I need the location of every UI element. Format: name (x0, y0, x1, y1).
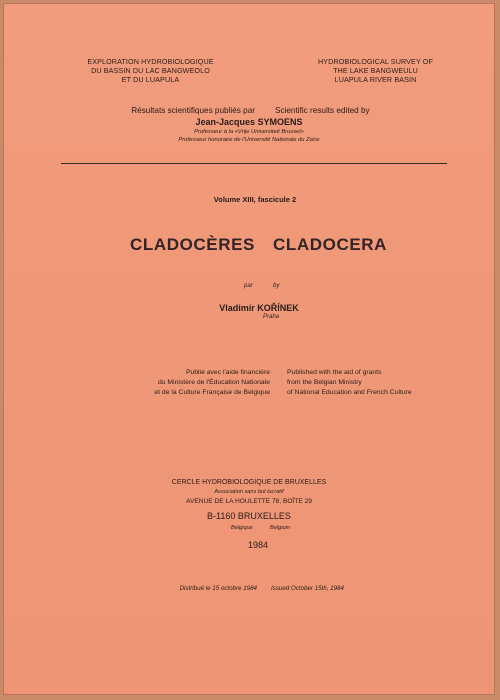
editor-label-en: Scientific results edited by (275, 106, 370, 115)
publisher-address: AVENUE DE LA HOULETTE 78, BOÎTE 29 (186, 498, 312, 505)
publisher-country-en: Belgium (270, 525, 291, 531)
header-right-line-2: THE LAKE BANGWEULU (333, 66, 418, 75)
editor-label-fr: Résultats scientifiques publiés par (131, 106, 255, 115)
header-right-block (303, 57, 448, 84)
header-left-block (78, 57, 223, 84)
distribution-fr: Distribué le 15 octobre 1984 (179, 585, 257, 592)
header-left-line-2: DU BASSIN DU LAC BANGWEOLO (91, 66, 210, 75)
author-name: Vladimír KOŘÍNEK (219, 303, 299, 313)
report-cover (3, 3, 495, 695)
volume-label: Volume XIII, fascicule 2 (213, 195, 297, 204)
title-en: CLADOCERA (273, 235, 388, 254)
grant-en-line-3: of National Education and French Culture (287, 389, 412, 396)
publisher-type: Association sans but lucratif (214, 489, 284, 495)
publisher-country-fr: Belgique (231, 525, 253, 531)
grant-en-block (287, 368, 412, 398)
editor-affiliation-1: Professeur à la «Vrije Universiteit Brussel» (194, 129, 304, 135)
header-right-line-1: HYDROBIOLOGICAL SURVEY OF (317, 57, 433, 66)
author-par: par (244, 283, 253, 289)
grant-fr-line-1: Publié avec l'aide financière (185, 369, 270, 376)
grant-en-line-1: Published with the aid of grants (287, 369, 382, 376)
grant-fr-line-3: et de la Culture Française de Belgique (154, 389, 270, 396)
publisher-name: CERCLE HYDROBIOLOGIQUE DE BRUXELLES (171, 479, 327, 486)
header-left-line-1: EXPLORATION HYDROBIOLOGIQUE (87, 57, 214, 66)
header-right-line-3: LUAPULA RIVER BASIN (334, 75, 417, 84)
divider-rule (61, 163, 447, 164)
author-by: by (273, 283, 280, 289)
editor-name: Jean-Jacques SYMOENS (195, 117, 303, 127)
publisher-city: B-1160 BRUXELLES (207, 511, 291, 521)
distribution-en: Issued October 15th, 1984 (271, 585, 344, 592)
header-left-line-3: ET DU LUAPULA (121, 75, 180, 84)
author-city: Praha (262, 314, 279, 320)
grant-en-line-2: from the Belgian Ministry (287, 379, 362, 386)
title-fr: CLADOCÈRES (129, 235, 255, 254)
editor-affiliation-2: Professeur honoraire de l'Université Nationale du Zaïre (178, 137, 320, 143)
publication-year: 1984 (247, 540, 269, 550)
grant-fr-block (154, 368, 270, 398)
grant-fr-line-2: du Ministère de l'Éducation Nationale (157, 379, 270, 386)
